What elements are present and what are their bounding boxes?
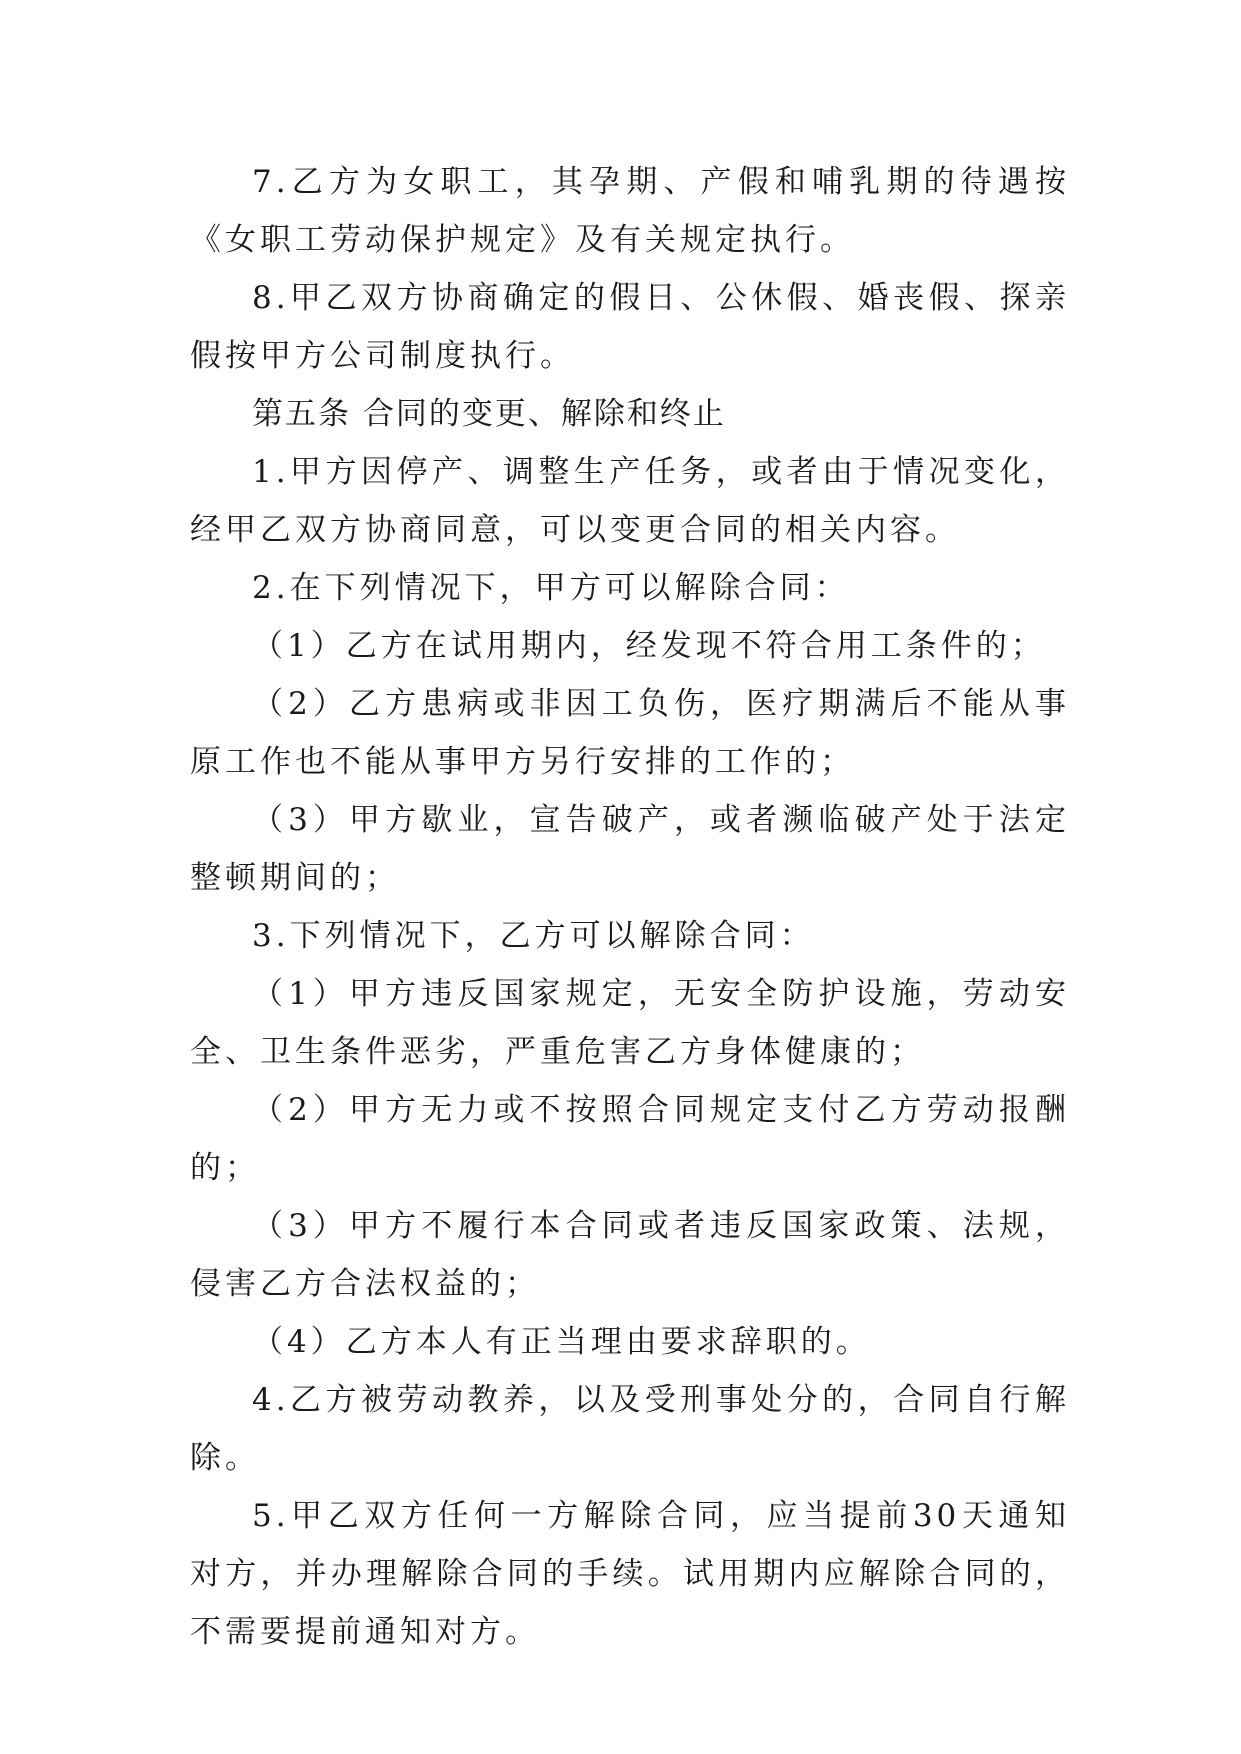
paragraph-subitem: （1）甲方违反国家规定，无安全防护设施，劳动安全、卫生条件恶劣，严重危害乙方身体健康的；: [190, 976, 1070, 1070]
paragraph-item-1: 1.甲方因停产、调整生产任务，或者由于情况变化，经甲乙双方协商同意，可以变更合同的相关内容。: [190, 454, 1070, 548]
section-heading: 第五条 合同的变更、解除和终止: [252, 396, 726, 432]
paragraph-subitem: （1）乙方在试用期内，经发现不符合用工条件的；: [252, 628, 1046, 664]
paragraph-item-4: 4.乙方被劳动教养，以及受刑事处分的，合同自行解除。: [190, 1382, 1070, 1476]
paragraph-subitem: （4）乙方本人有正当理由要求辞职的。: [252, 1324, 871, 1360]
paragraph-subitem: （3）甲方不履行本合同或者违反国家政策、法规，侵害乙方合法权益的；: [190, 1208, 1070, 1302]
document-body: [190, 153, 1070, 1661]
paragraph-item-5: 5.甲乙双方任何一方解除合同，应当提前30天通知对方，并办理解除合同的手续。试用期内应解除合同的，不需要提前通知对方。: [190, 1498, 1070, 1650]
paragraph-item-3: 3.下列情况下，乙方可以解除合同：: [252, 918, 815, 954]
paragraph-item-2: 2.在下列情况下，甲方可以解除合同：: [252, 570, 850, 606]
paragraph-item-7: 7.乙方为女职工，其孕期、产假和哺乳期的待遇按《女职工劳动保护规定》及有关规定执行。: [190, 164, 1070, 258]
paragraph-item-8: 8.甲乙双方协商确定的假日、公休假、婚丧假、探亲假按甲方公司制度执行。: [190, 280, 1070, 374]
paragraph-subitem: （2）甲方无力或不按照合同规定支付乙方劳动报酬的；: [190, 1092, 1070, 1186]
paragraph-subitem: （3）甲方歇业，宣告破产，或者濒临破产处于法定整顿期间的；: [190, 802, 1070, 896]
paragraph-subitem: （2）乙方患病或非因工负伤，医疗期满后不能从事原工作也不能从事甲方另行安排的工作的；: [190, 686, 1070, 780]
